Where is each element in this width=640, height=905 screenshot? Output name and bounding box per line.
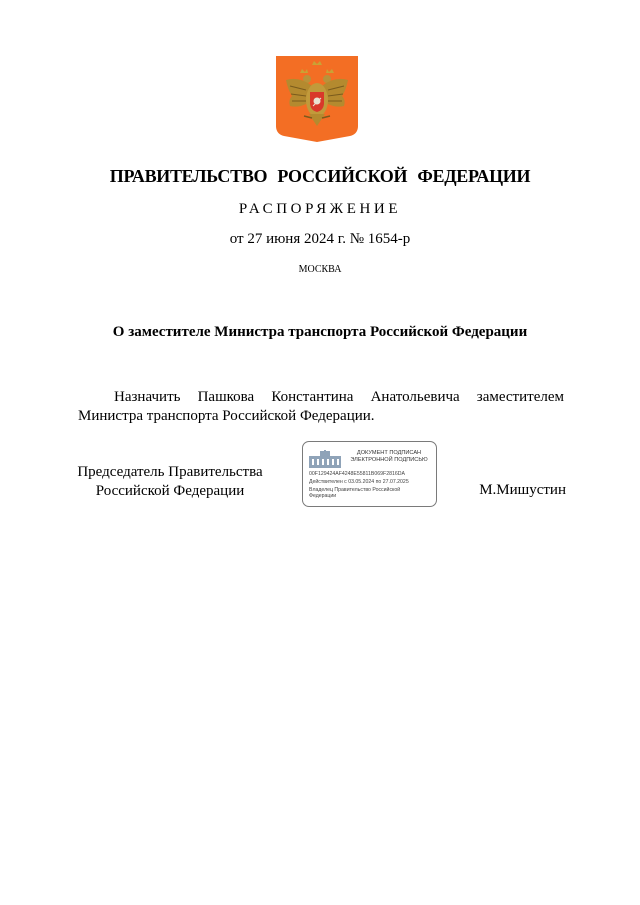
signatory-position-line1: Председатель Правительства (77, 464, 263, 480)
stamp-certificate: 00F129424AF4248E55811B069F2816DA (309, 471, 405, 477)
stamp-owner-line2: Федерации (309, 493, 337, 499)
signatory-position (60, 463, 280, 501)
coat-of-arms-icon (276, 56, 358, 142)
stamp-owner-line1: Владелец Правительство Российской (309, 487, 401, 493)
government-heading: ПРАВИТЕЛЬСТВО РОССИЙСКОЙ ФЕДЕРАЦИИ (109, 166, 531, 186)
document-type: РАСПОРЯЖЕНИЕ (238, 201, 402, 217)
stamp-title (343, 450, 435, 464)
stamp-title-line2: ЭЛЕКТРОННОЙ ПОДПИСЬЮ (350, 457, 428, 463)
document-subject: О заместителе Министра транспорта Российской Федерации (112, 324, 528, 340)
document-city: МОСКВА (298, 264, 342, 275)
signatory-name: М.Мишустин (479, 482, 566, 498)
electronic-signature-stamp (302, 441, 437, 507)
signatory-position-line2: Российской Федерации (95, 483, 245, 499)
document-body: Назначить Пашкова Константина Анатольевича заместителем Министра транспорта Российской Федерации. (78, 389, 564, 424)
document-date-number: от 27 июня 2024 г. № 1654-р (229, 231, 411, 247)
building-icon (309, 450, 341, 473)
stamp-validity: Действителен с 03.05.2024 по 27.07.2025 (309, 479, 409, 485)
stamp-title-line1: ДОКУМЕНТ ПОДПИСАН (356, 450, 422, 456)
